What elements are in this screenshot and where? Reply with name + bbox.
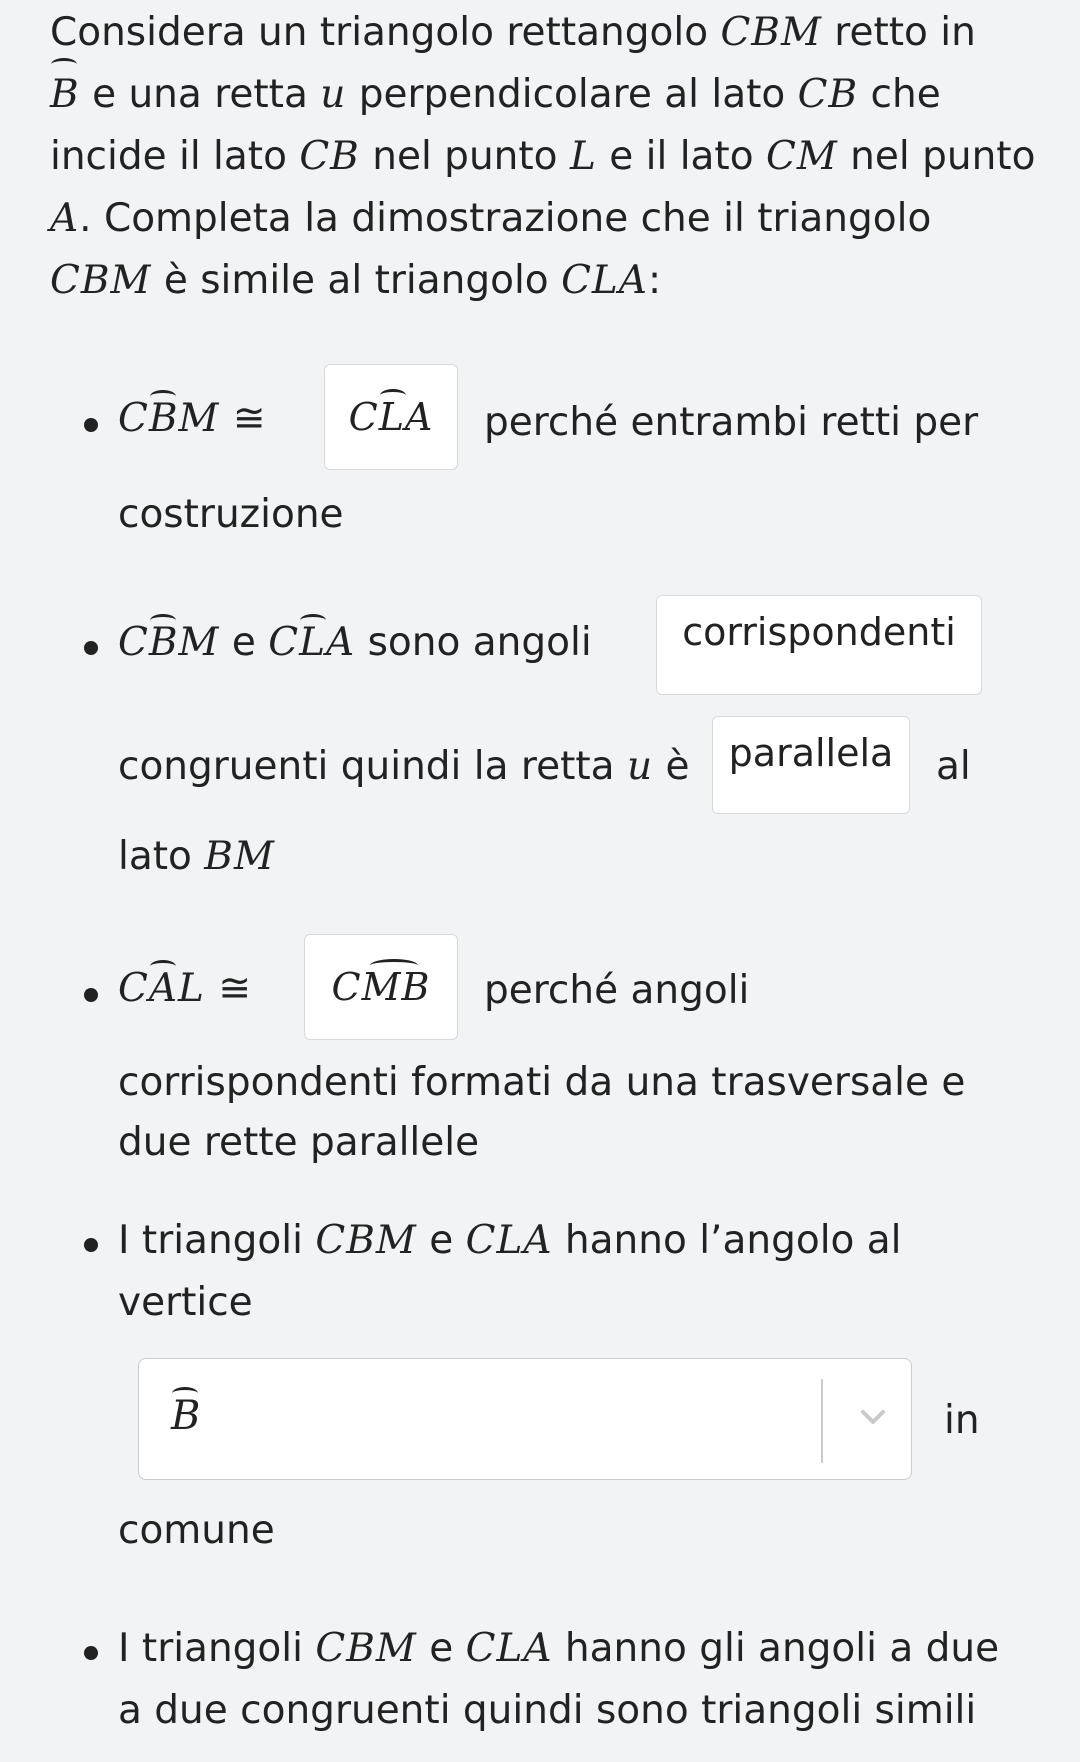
item-text: a due congruenti quindi sono triangoli simili [118, 1688, 977, 1733]
answer-box-corrispondenti[interactable]: corrispondenti [656, 595, 982, 695]
angle-expression: CBM ≅ [118, 396, 267, 441]
item-text: due rette parallele [118, 1120, 480, 1165]
item-text: comune [118, 1508, 275, 1553]
vertex-dropdown[interactable] [138, 1358, 912, 1480]
angle-expression: CAL ≅ [118, 966, 253, 1011]
angle-expression: CBM e CLA sono angoli [118, 620, 592, 665]
answer-box-angle[interactable]: C L A [324, 364, 458, 470]
answer-box-parallela[interactable]: parallela [712, 716, 910, 814]
bullet-point [84, 418, 98, 432]
bullet-point [84, 1238, 98, 1252]
problem-statement: Considera un triangolo rettangolo CBM retto in B e una retta u perpendicolare al lato CB che incide il lato CB nel punto L e il lato CM nel punto A. Completa la dimostrazione che il triangolo CBM è simile al triangolo CLA: [50, 10, 1036, 303]
item-text: in [944, 1398, 980, 1443]
answer-box-angle[interactable]: C MB [304, 934, 458, 1040]
item-text: perché angoli [484, 968, 750, 1013]
item-text: costruzione [118, 492, 344, 537]
bullet-point [84, 1646, 98, 1660]
dropdown-separator [821, 1379, 823, 1463]
chevron-down-icon[interactable] [857, 1401, 889, 1433]
item-text: congruenti quindi la retta u è [118, 744, 690, 789]
bullet-point [84, 988, 98, 1002]
item-text: vertice [118, 1280, 253, 1325]
dropdown-selected-value: B [171, 1393, 202, 1439]
item-text: I triangoli CBM e CLA hanno gli angoli a due [118, 1626, 1000, 1671]
item-text: al [936, 744, 971, 789]
item-text: corrispondenti formati da una trasversale e [118, 1060, 966, 1105]
item-text: lato BM [118, 834, 275, 879]
item-text: I triangoli CBM e CLA hanno l’angolo al [118, 1218, 902, 1263]
bullet-point [84, 641, 98, 655]
item-text: perché entrambi retti per [484, 400, 979, 445]
